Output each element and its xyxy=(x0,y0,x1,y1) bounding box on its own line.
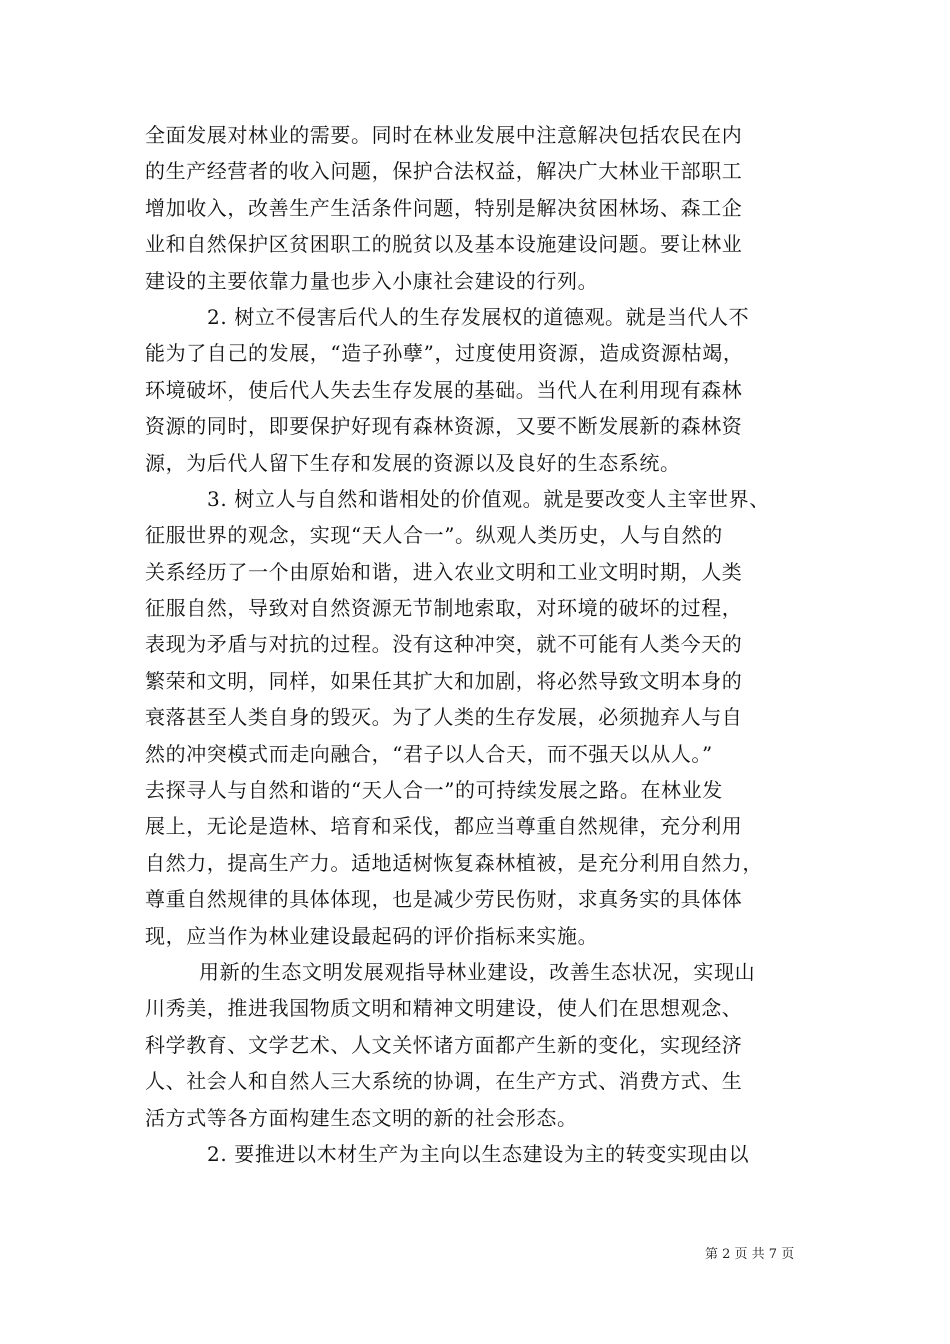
text-line: 业和自然保护区贫困职工的脱贫以及基本设施建设问题。要让林业 xyxy=(145,232,743,257)
body-text xyxy=(145,117,825,1172)
text-line: 活方式等各方面构建生态文明的新的社会形态。 xyxy=(145,1105,578,1130)
page-number-footer: 第 2 页 共 7 页 xyxy=(705,1247,795,1262)
text-line: 资源的同时，即要保护好现有森林资源，又要不断发展新的森林资 xyxy=(145,414,743,439)
text-line: 环境破坏，使后代人失去生存发展的基础。当代人在利用现有森林 xyxy=(145,377,743,402)
text-line: 去探寻人与自然和谐的“天人合一”的可持续发展之路。在林业发 xyxy=(145,778,723,803)
text-line: 繁荣和文明，同样，如果任其扩大和加剧，将必然导致文明本身的 xyxy=(145,668,743,693)
numbered-paragraph-start: 2. 树立不侵害后代人的生存发展权的道德观。就是当代人不 xyxy=(207,304,750,329)
text-line: 人、社会人和自然人三大系统的协调，在生产方式、消费方式、生 xyxy=(145,1069,743,1094)
text-line: 表现为矛盾与对抗的过程。没有这种冲突，就不可能有人类今天的 xyxy=(145,632,743,657)
text-line: 自然力，提高生产力。适地适树恢复森林植被，是充分利用自然力， xyxy=(145,850,763,875)
text-line: 现，应当作为林业建设最起码的评价指标来实施。 xyxy=(145,923,599,948)
text-line: 科学教育、文学艺术、人文关怀诸方面都产生新的变化，实现经济 xyxy=(145,1032,743,1057)
text-line: 能为了自己的发展，“造子孙孽”，过度使用资源，造成资源枯竭， xyxy=(145,341,744,366)
text-line: 衰落甚至人类自身的毁灭。为了人类的生存发展，必须抛弃人与自 xyxy=(145,705,743,730)
text-line: 川秀美，推进我国物质文明和精神文明建设，使人们在思想观念、 xyxy=(145,996,743,1021)
text-line: 尊重自然规律的具体体现，也是减少劳民伤财，求真务实的具体体 xyxy=(145,887,743,912)
text-line: 的生产经营者的收入问题，保护合法权益，解决广大林业干部职工 xyxy=(145,159,743,184)
numbered-paragraph-start: 2. 要推进以木材生产为主向以生态建设为主的转变实现由以 xyxy=(207,1141,750,1166)
text-line: 关系经历了一个由原始和谐，进入农业文明和工业文明时期，人类 xyxy=(145,559,743,584)
text-line: 征服世界的观念，实现“天人合一”。纵观人类历史，人与自然的 xyxy=(145,523,723,548)
text-line: 增加收入，改善生产生活条件问题，特别是解决贫困林场、森工企 xyxy=(145,195,743,220)
text-line: 征服自然，导致对自然资源无节制地索取，对环境的破坏的过程， xyxy=(145,596,743,621)
numbered-paragraph-start: 3. 树立人与自然和谐相处的价值观。就是要改变人主宰世界、 xyxy=(207,486,770,511)
paragraph-start: 用新的生态文明发展观指导林业建设，改善生态状况，实现山 xyxy=(199,959,756,984)
text-line: 然的冲突模式而走向融合，“君子以人合天，而不强天以从人。” xyxy=(145,741,713,766)
text-line: 源，为后代人留下生存和发展的资源以及良好的生态系统。 xyxy=(145,450,681,475)
text-line: 全面发展对林业的需要。同时在林业发展中注意解决包括农民在内 xyxy=(145,123,743,147)
text-line: 建设的主要依靠力量也步入小康社会建设的行列。 xyxy=(145,268,599,293)
text-line: 展上，无论是造林、培育和采伐，都应当尊重自然规律，充分利用 xyxy=(145,814,743,839)
